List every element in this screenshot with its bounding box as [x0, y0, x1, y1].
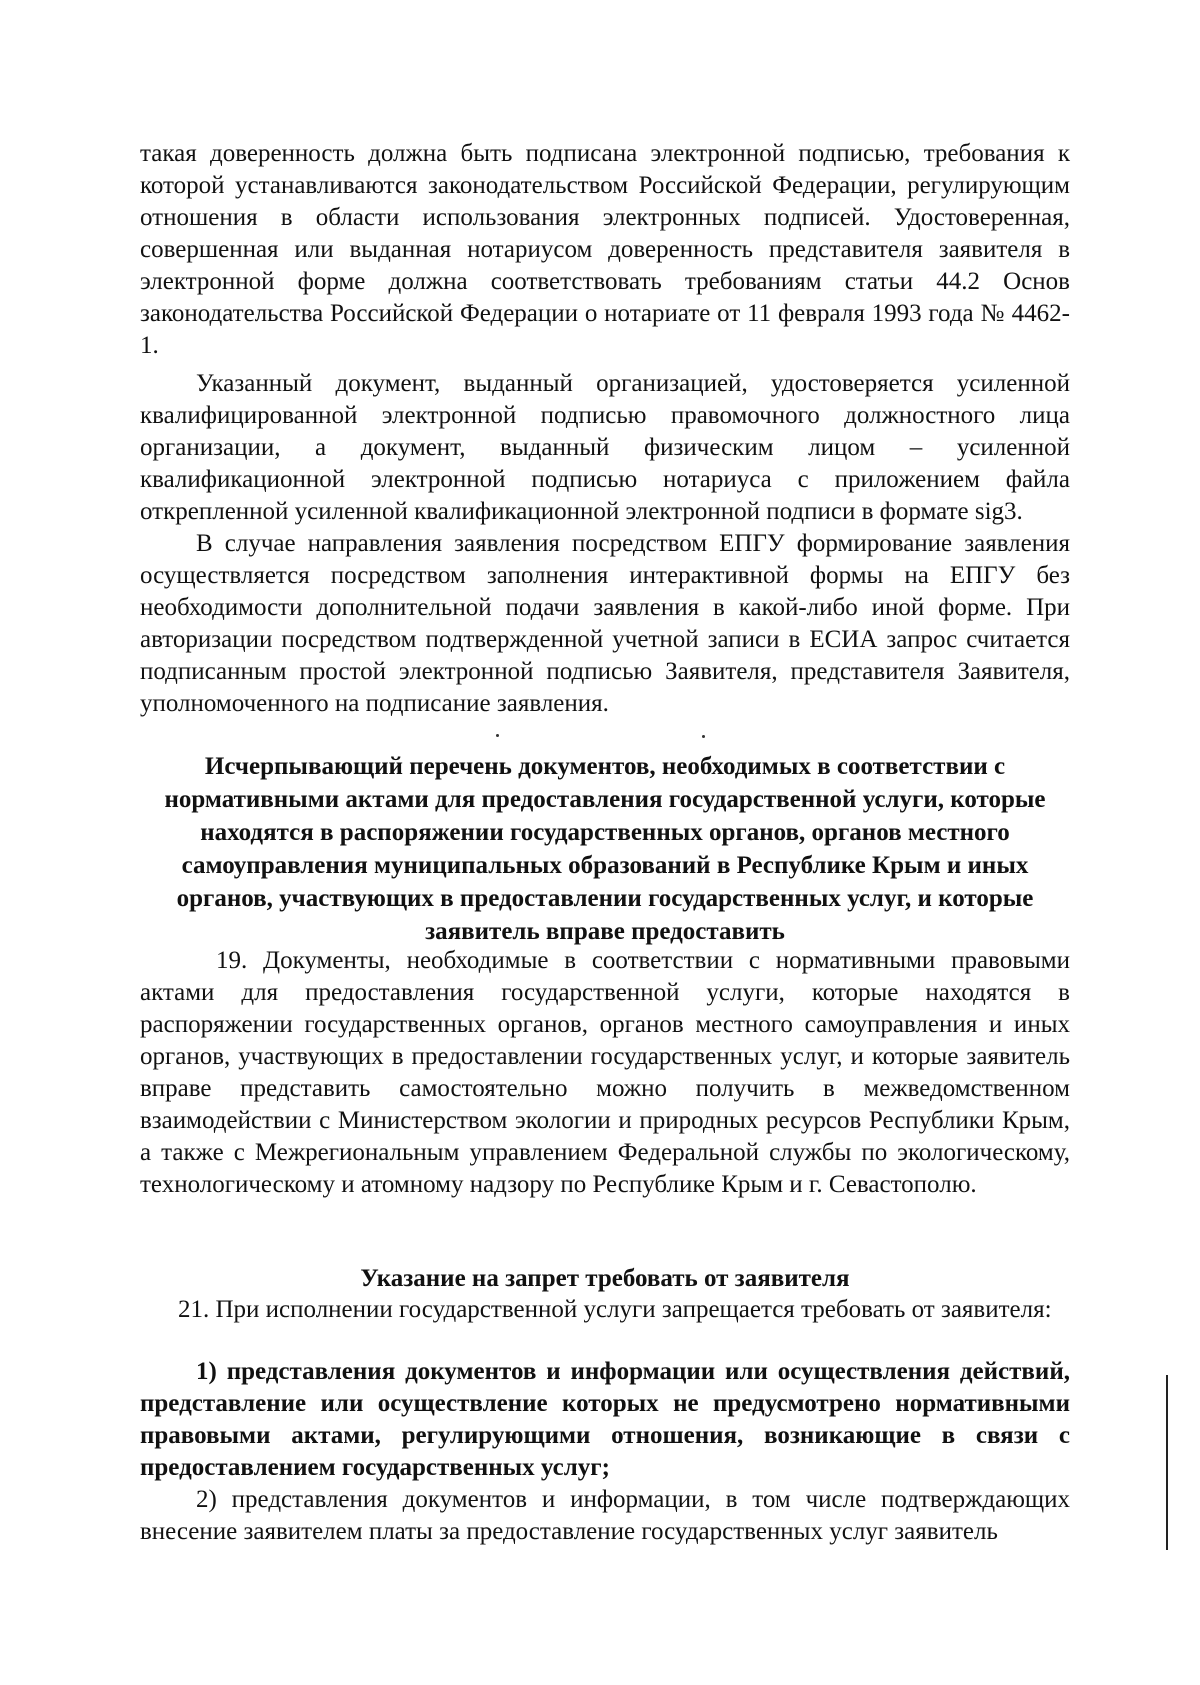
scan-speck	[702, 735, 705, 738]
margin-vertical-line	[1166, 1375, 1168, 1550]
paragraph-item-19: 19. Документы, необходимые в соответствии с нормативными правовыми актами для предоставления государственной услуги, которые находятся в распоряжении государственных органов, органов местного самоуправления и иных органов, участвующих в предоставлении государственных услуг, и которые заявитель вправе представить самостоятельно можно получить в межведомственном взаимодействии с Министерством экологии и природных ресурсов Республики Крым, а также с Межрегиональным управлением Федеральной службы по экологическому, технологическому и атомному надзору по Республике Крым и г. Севастополю.	[140, 947, 1070, 1198]
paragraph-power-of-attorney-signature: такая доверенность должна быть подписана электронной подписью, требования к которой устанавливаются законодательством Российской Федерации, регулирующим отношения в области использования электронных подписей. Удостоверенная, совершенная или выданная нотариусом доверенность представителя заявителя в электронной форме должна соответствовать требованиям статьи 44.2 Основ законодательства Российской Федерации о нотариате от 11 февраля 1993 года № 4462-1.	[140, 140, 1070, 359]
paragraph-subitem-2: 2) представления документов и информации, в том числе подтверждающих внесение заявителем платы за предоставление государственных услуг заявитель	[140, 1486, 1070, 1545]
paragraph-document-certification: Указанный документ, выданный организацией, удостоверяется усиленной квалифицированной электронной подписью правомочного должностного лица организации, а документ, выданный физическим лицом – усиленной квалификационной электронной подписью нотариуса с приложением файла открепленной усиленной квалификационной электронной подписи в формате sig3.	[140, 370, 1070, 525]
paragraph-item-21: 21. При исполнении государственной услуги запрещается требовать от заявителя:	[178, 1296, 1052, 1323]
section-heading-documents-list: Исчерпывающий перечень документов, необходимых в соответствии с нормативными актами для предоставления государственной услуги, которые находятся в распоряжении государственных органов, органов местного самоуправления муниципальных образований в Республике Крым и иных органов, участвующих в предоставлении государственных услуг, и которые заявитель вправе предоставить	[164, 753, 1046, 945]
paragraph-subitem-1: 1) представления документов и информации или осуществления действий, представление или осуществление которых не предусмотрено нормативными правовыми актами, регулирующими отношения, возникающие в связи с предоставлением государственных услуг;	[140, 1358, 1070, 1481]
section-heading-prohibition: Указание на запрет требовать от заявителя	[360, 1265, 850, 1292]
scan-speck	[496, 734, 499, 737]
paragraph-epgu-application: В случае направления заявления посредством ЕПГУ формирование заявления осуществляется посредством заполнения интерактивной формы на ЕПГУ без необходимости дополнительной подачи заявления в какой-либо иной форме. При авторизации посредством подтвержденной учетной записи в ЕСИА запрос считается подписанным простой электронной подписью Заявителя, представителя Заявителя, уполномоченного на подписание заявления.	[140, 530, 1070, 717]
